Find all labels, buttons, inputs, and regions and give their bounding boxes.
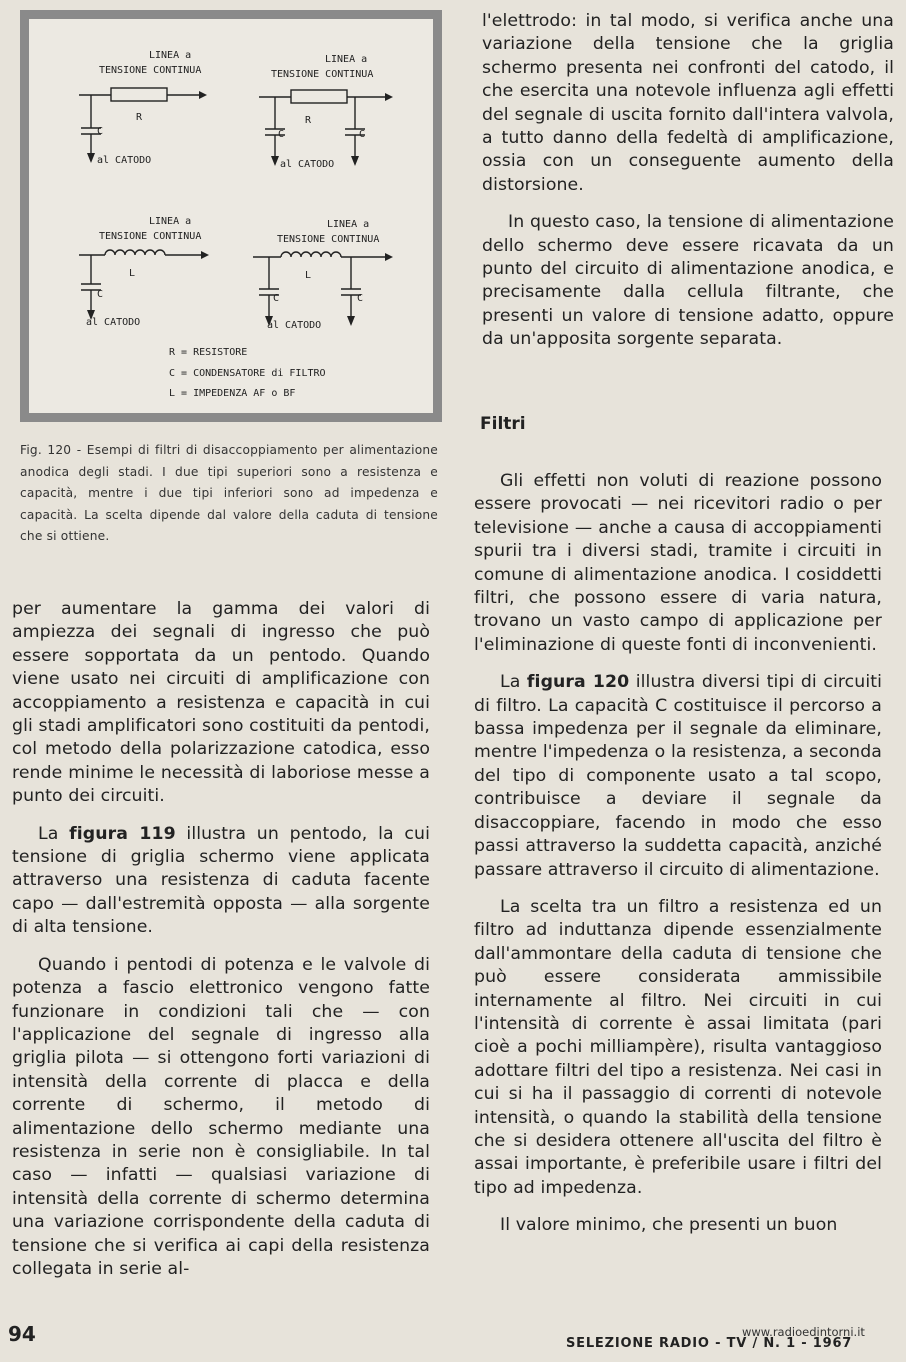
- paragraph: l'elettrodo: in tal modo, si verifica anche una variazione della tensione che la griglia schermo presenta nei confronti del catodo, il che esercita una notevole influenza agli effetti del segnale di uscita fornito dall'intera valvola, a tutto danno della fedeltà di amplificazione, ossia con un conseguente aumento della distorsione.: [482, 11, 894, 195]
- paragraph: Il valore minimo, che presenti un buon: [500, 1215, 838, 1236]
- paragraph: In questo caso, la tensione di alimentazione dello schermo deve essere ricavata da un punto del circuito di alimentazione anodica, e precisamente dalla cellula filtrante, che presenti un valore di tensione adatto, oppure da un'apposita sorgente separata.: [482, 212, 894, 350]
- left-column: [12, 598, 430, 1281]
- c-label: C: [278, 129, 285, 140]
- right-column-top: [482, 10, 894, 352]
- arrow-down-icon: [347, 316, 355, 326]
- watermark: www.radioedintorni.it: [742, 1325, 865, 1339]
- line-label: LINEA a: [149, 50, 192, 61]
- figure-reference: figura 120: [526, 672, 630, 693]
- line-label: LINEA a: [149, 216, 192, 227]
- figure-120: [20, 10, 442, 422]
- l-label: L: [305, 270, 312, 281]
- paragraph: La scelta tra un filtro a resistenza ed un filtro ad induttanza dipende essenzialmente dall'ammontare della caduta di tensione che può essere considerata ammissibile internamente al filtro. Nei circuiti in cui l'intensità di corrente è assai limitata (pari cioè a pochi milliampère), risulta vantaggioso adottare filtri del tipo a resistenza. Nei casi in cui si ha il passaggio di correnti di notevole intensità, o quando la stabilità della tensione che si desidera ottenere all'uscita del filtro è assai importante, è preferibile usare i filtri del tipo ad impedenza.: [474, 896, 882, 1198]
- arrow-down-icon: [351, 156, 359, 166]
- arrow-down-icon: [87, 153, 95, 163]
- line-label: LINEA a: [325, 54, 368, 65]
- publication-footer: SELEZIONE RADIO - TV / N. 1 - 1967: [566, 1336, 853, 1351]
- text-run: illustra diversi tipi di circuiti di filtro. La capacità C costituisce il percorso a bassa impedenza per il segnale da eliminare, mentre l'impedenza o la resistenza, a seconda del tipo di componente usato a tal scopo, contribuisce a deviare il segnale da disaccoppiare, facendo in modo che esso passi attraverso la suddetta capacità, anziché passare attraverso il circuito di alimentazione.: [474, 672, 883, 880]
- catodo-label: al CATODO: [280, 159, 335, 170]
- paragraph: [474, 671, 882, 882]
- c-label: C: [97, 289, 104, 300]
- line-label: TENSIONE CONTINUA: [99, 231, 202, 242]
- c-label: C: [359, 129, 366, 140]
- arrow-right-icon: [201, 251, 209, 259]
- section-heading: Filtri: [480, 414, 526, 434]
- catodo-label: al CATODO: [267, 320, 322, 331]
- r-label: R: [305, 115, 312, 126]
- page-number: 94: [8, 1322, 36, 1346]
- legend-impedenza: L = IMPEDENZA AF o BF: [169, 388, 296, 399]
- line-label: TENSIONE CONTINUA: [99, 65, 202, 76]
- catodo-label: al CATODO: [86, 317, 141, 328]
- arrow-right-icon: [385, 253, 393, 261]
- paragraph: Gli effetti non voluti di reazione possono essere provocati — nei ricevitori radio o per televisione — anche a causa di accoppiamenti spurii tra i diversi stadi, tramite i circuiti in comune di alimentazione anodica. I cosiddetti filtri, che possono essere di varia natura, trovano un vasto campo di applicazione per l'eliminazione di queste fonti di inconvenienti.: [474, 471, 882, 655]
- c-label: C: [273, 293, 280, 304]
- line-label: TENSIONE CONTINUA: [271, 69, 374, 80]
- line-label: TENSIONE CONTINUA: [277, 234, 380, 245]
- paragraph: Quando i pentodi di potenza e le valvole di potenza a fascio elettronico vengono fatte funzionare in condizioni tali che — con l'applicazione del segnale di ingresso alla griglia pilota — si ottengono forti variazioni di intensità della corrente di placca e della corrente di schermo, il metodo di alimentazione dello schermo mediante una resistenza in serie non è consigliabile. In tal caso — infatti — qualsiasi variazione di intensità della corrente di schermo determina una variazione corrispondente della caduta di tensione che si verifica ai capi della resistenza collegata in serie al-: [12, 954, 430, 1279]
- figure-reference: figura 119: [69, 823, 176, 844]
- figure-canvas: [29, 19, 433, 413]
- legend-resistore: R = RESISTORE: [169, 347, 248, 358]
- text-run: La: [38, 823, 70, 844]
- l-label: L: [129, 268, 136, 279]
- paragraph: per aumentare la gamma dei valori di ampiezza dei segnali di ingresso che può essere sopportata da un pentodo. Quando viene usato nei circuiti di amplificazione con accoppiamento a resistenza e capacità in cui gli stadi amplificatori sono costituiti da pentodi, col metodo della polarizzazione catodica, esso rende minime le necessità di laboriose messe a punto dei circuiti.: [12, 599, 430, 807]
- arrow-right-icon: [199, 91, 207, 99]
- c-label: C: [357, 293, 364, 304]
- figure-caption: Fig. 120 - Esempi di filtri di disaccoppiamento per alimentazione anodica degli stadi. I due tipi superiori sono a resistenza e capacità, mentre i due tipi inferiori sono ad impedenza e capacità. La scelta dipende dal valore della caduta di tensione che si ottiene.: [20, 443, 438, 543]
- catodo-label: al CATODO: [97, 155, 152, 166]
- text-run: La: [500, 672, 527, 693]
- right-column-bottom: [474, 470, 882, 1238]
- legend-condensatore: C = CONDENSATORE di FILTRO: [169, 368, 326, 379]
- arrow-down-icon: [271, 156, 279, 166]
- filter-diagrams: [29, 19, 433, 413]
- text-run: illustra un pentodo, la cui tensione di griglia schermo viene applicata attraverso una resistenza di caduta facente capo — dall'estremità opposta — alla sorgente di alta tensione.: [12, 823, 430, 938]
- r-label: R: [136, 112, 143, 123]
- paragraph: [12, 823, 430, 940]
- arrow-right-icon: [385, 93, 393, 101]
- line-label: LINEA a: [327, 219, 370, 230]
- c-label: C: [97, 126, 104, 137]
